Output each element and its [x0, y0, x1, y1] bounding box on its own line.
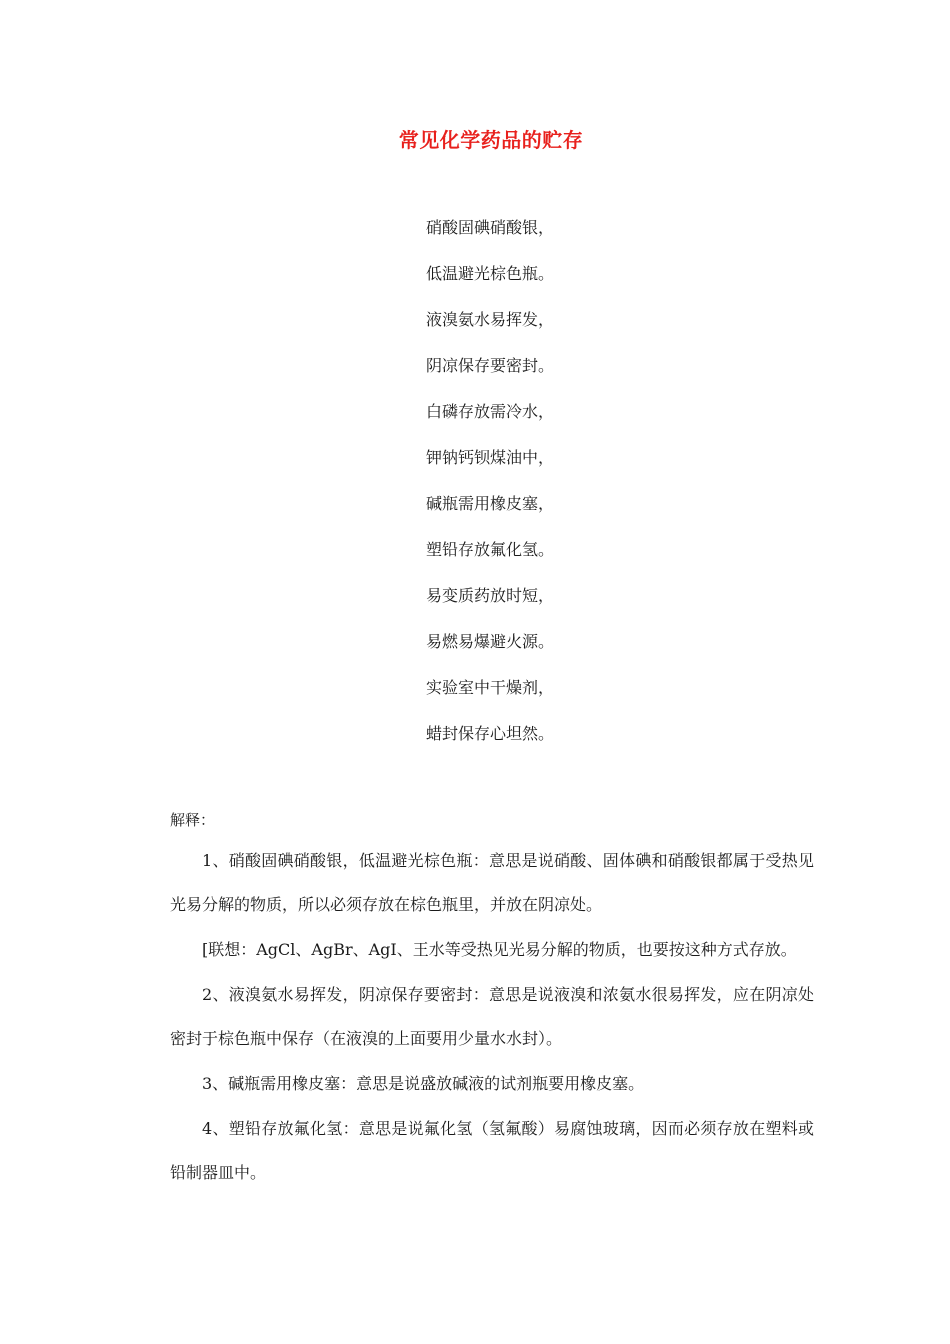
explanation-section [170, 808, 814, 1206]
poem-line: 塑铅存放氟化氢。 [426, 540, 555, 559]
explanation-paragraph: 2、液溴氨水易挥发，阴凉保存要密封：意思是说液溴和浓氨水很易挥发，应在阴凉处密封于棕色瓶中保存（在液溴的上面要用少量水水封）。 [170, 985, 814, 1048]
poem-line: 蜡封保存心坦然。 [426, 724, 555, 743]
poem-line: 白磷存放需冷水， [426, 402, 555, 421]
explanation-paragraph: 3、碱瓶需用橡皮塞：意思是说盛放碱液的试剂瓶要用橡皮塞。 [202, 1074, 645, 1093]
explanation-heading: 解释： [170, 811, 216, 829]
explanation-paragraph: [联想：AgCl、AgBr、AgI、王水等受热见光易分解的物质，也要按这种方式存放。 [202, 940, 797, 959]
poem [426, 216, 666, 768]
explanation-paragraph: 1、硝酸固碘硝酸银，低温避光棕色瓶：意思是说硝酸、固体碘和硝酸银都属于受热见光易分解的物质，所以必须存放在棕色瓶里，并放在阴凉处。 [170, 851, 814, 914]
poem-line: 易燃易爆避火源。 [426, 632, 555, 651]
poem-line: 实验室中干燥剂， [426, 678, 555, 697]
poem-line: 碱瓶需用橡皮塞， [426, 494, 555, 513]
document-title: 常见化学药品的贮存 [398, 128, 584, 152]
poem-line: 硝酸固碘硝酸银， [426, 218, 555, 237]
poem-line: 阴凉保存要密封。 [426, 356, 555, 375]
poem-line: 液溴氨水易挥发， [426, 310, 555, 329]
poem-line: 钾钠钙钡煤油中， [426, 448, 555, 467]
explanation-paragraph: 4、塑铅存放氟化氢：意思是说氟化氢（氢氟酸）易腐蚀玻璃，因而必须存放在塑料或铅制器皿中。 [170, 1119, 814, 1182]
poem-line: 低温避光棕色瓶。 [426, 264, 555, 283]
poem-line: 易变质药放时短， [426, 586, 555, 605]
